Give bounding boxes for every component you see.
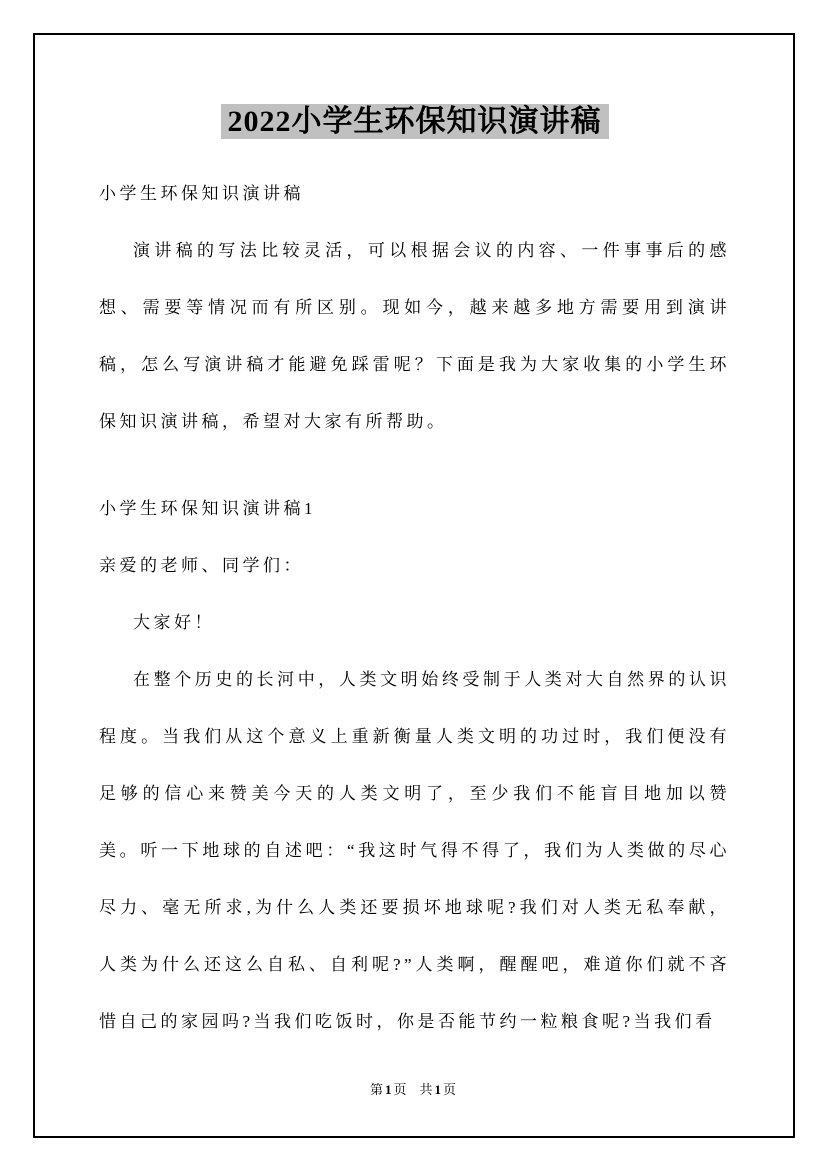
footer-current-page: 1: [384, 1082, 393, 1097]
footer-page-prefix: 第: [369, 1082, 384, 1097]
intro-paragraph: 演讲稿的写法比较灵活，可以根据会议的内容、一件事事后的感想、需要等情况而有所区别。现如今，越来越多地方需要用到演讲稿，怎么写演讲稿才能避免踩雷呢？下面是我为大家收集的小学生环保知识演讲稿，希望对大家有所帮助。: [99, 241, 730, 431]
body-paragraph: 在整个历史的长河中，人类文明始终受制于人类对大自然界的认识程度。当我们从这个意义上重新衡量人类文明的功过时，我们便没有足够的信心来赞美今天的人类文明了，至少我们不能盲目地加以赞美。听一下地球的自述吧：“我这时气得不得了，我们为人类做的尽心尽力、毫无所求,为什么人类还要损坏地球呢?我们对人类无私奉献，人类为什么还这么自私、自利呢?”人类啊，醒醒吧，难道你们就不吝惜自己的家园吗?当我们吃饭时，你是否能节约一粒粮食呢?当我们看: [99, 670, 730, 1031]
page-footer: [0, 1079, 827, 1098]
lead-line: 小学生环保知识演讲稿: [99, 184, 304, 203]
footer-page-unit: 页: [393, 1082, 408, 1097]
document-title-text: 2022小学生环保知识演讲稿: [221, 104, 609, 139]
footer-total-unit: 页: [443, 1082, 458, 1097]
document-title: [99, 98, 730, 145]
salutation-line: 亲爱的老师、同学们：: [99, 556, 304, 575]
document-content: [99, 98, 730, 1054]
section-heading: 小学生环保知识演讲稿1: [99, 499, 316, 518]
footer-total-prefix: 共: [419, 1082, 434, 1097]
greeting-line: 大家好！: [133, 613, 215, 632]
footer-total-pages: 1: [434, 1082, 443, 1097]
